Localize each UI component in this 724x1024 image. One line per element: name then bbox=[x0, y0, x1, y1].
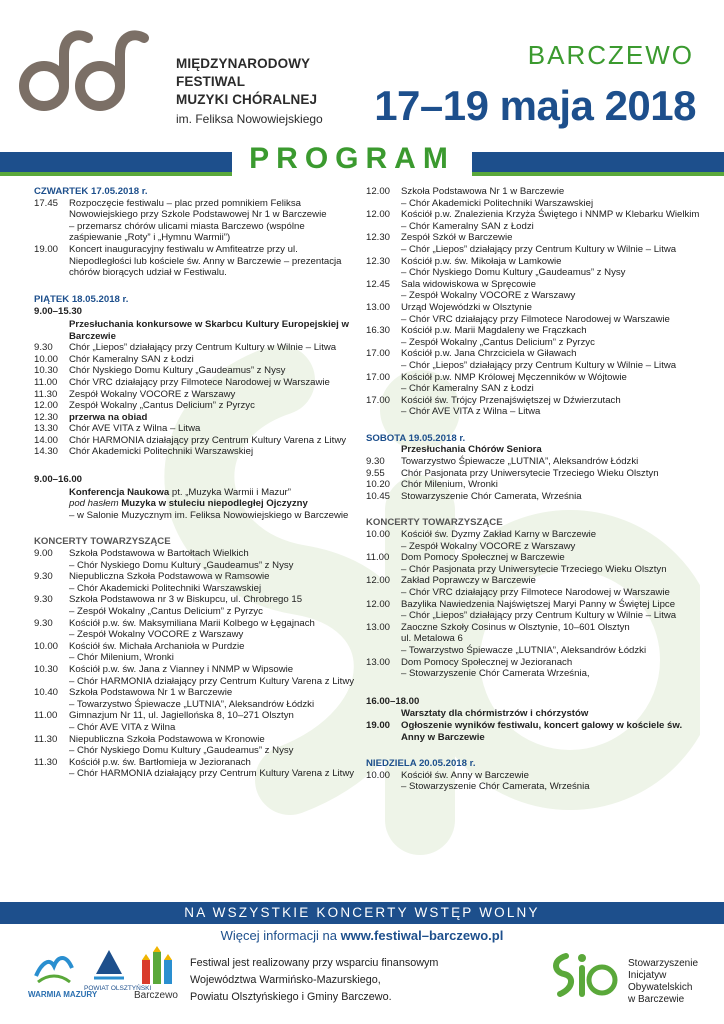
list-item: 9.30 Kościół p.w. św. Maksymiliana Marii Kolbego w Łęgajnach – Zespół Wokalny VOCORE z Warszawy bbox=[34, 617, 315, 641]
program-right-column bbox=[366, 186, 706, 793]
banner-accent-right bbox=[472, 172, 724, 176]
list-item: 12.30 Zespół Szkół w Barczewie – Chór „Liepos” działający przy Centrum Kultury w Wilnie – Litwa bbox=[366, 232, 677, 255]
list-item: 10.00 Kościół św. Michała Archanioła w Purdzie – Chór Milenium, Wronki bbox=[34, 640, 245, 664]
society-name-line: w Barczewie bbox=[628, 994, 685, 1005]
festival-patron: im. Feliksa Nowowiejskiego bbox=[176, 112, 323, 126]
list-item: 14.00 Chór HARMONIA działający przy Centrum Kultury Varena z Litwy bbox=[34, 434, 347, 446]
list-item: 9.30 Szkoła Podstawowa nr 3 w Biskupcu, ul. Chrobrego 15 – Zespół Wokalny „Cantus Delicium” z Pyrzyc bbox=[34, 594, 303, 617]
workshop-title: Warsztaty dla chórmistrzów i chórzystów bbox=[401, 708, 589, 720]
friday-heading: PIĄTEK 18.05.2018 r. bbox=[34, 293, 129, 305]
list-item: 11.30 Zespół Wokalny VOCORE z Warszawy bbox=[34, 388, 236, 400]
free-entry-text: NA WSZYSTKIE KONCERTY WSTĘP WOLNY bbox=[184, 905, 540, 920]
list-item: 11.00 Dom Pomocy Społecznej w Barczewie – Chór Pasjonata przy Uniwersytecie Trzeciego Wieku Olsztyn bbox=[366, 552, 667, 575]
results-item: 19.00 Ogłoszenie wyników festiwalu, koncert galowy w kościele św. Anny w Barczewie bbox=[366, 719, 683, 743]
list-item: 12.30 przerwa na obiad bbox=[34, 411, 148, 423]
concerts-heading: KONCERTY TOWARZYSZĄCE bbox=[34, 536, 171, 548]
auditions-title: Przesłuchania konkursowe w Skarbcu Kultury Europejskiej w Barczewie bbox=[69, 318, 349, 342]
banner-accent-left bbox=[0, 172, 232, 176]
list-item: 12.00 Zespół Wokalny „Cantus Delicium” z Pyrzyc bbox=[34, 400, 255, 412]
list-item: 12.00 Kościół p.w. Znalezienia Krzyża Świętego i NNMP w Klebarku Wielkim – Chór Kameralny SAN z Łodzi bbox=[366, 209, 700, 232]
list-item: 19.00 Koncert inauguracyjny festiwalu w Amfiteatrze przy ul. Niepodległości lub kościele św. Anny w Barczewie – prezentacja chórów biorących udział w Festiwalu. bbox=[34, 243, 342, 279]
list-item: 17.00 Kościół p.w. NMP Królowej Męczenników w Wójtowie – Chór Kameralny SAN z Łodzi bbox=[366, 371, 627, 395]
list-item: 12.00 Szkoła Podstawowa Nr 1 w Barczewie – Chór Akademicki Politechniki Warszawskiej bbox=[366, 186, 594, 209]
conference-line: Konferencja Naukowa pt. „Muzyka Warmii i Mazur” bbox=[69, 486, 291, 498]
list-item: 9.30 Towarzystwo Śpiewacze „LUTNIA”, Aleksandrów Łódzki bbox=[366, 456, 639, 468]
sponsor-line: Festiwal jest realizowany przy wsparciu finansowym bbox=[190, 957, 439, 969]
list-item: 11.00 Gimnazjum Nr 11, ul. Jagiellońska 8, 10–271 Olsztyn – Chór AVE VITA z Wilna bbox=[34, 710, 294, 733]
warmia-mazury-logo-icon bbox=[32, 948, 76, 988]
list-item: 10.45 Stowarzyszenie Chór Camerata, Września bbox=[366, 490, 582, 502]
conference-line: pod hasłem Muzyka w stuleciu niepodległej Ojczyzny bbox=[69, 498, 308, 510]
list-item: 12.45 Sala widowiskowa w Spręcowie – Zespół Wokalny VOCORE z Warszawy bbox=[366, 278, 576, 302]
list-item: 17.00 Kościół św. Trójcy Przenajświętszej w Dźwierzutach – Chór AVE VITA z Wilna – Litwa bbox=[366, 394, 621, 418]
sunday-heading: NIEDZIELA 20.05.2018 r. bbox=[366, 758, 476, 770]
sponsor-line: Województwa Warmińsko-Mazurskiego, bbox=[190, 974, 381, 986]
program-left-column bbox=[34, 186, 360, 780]
senior-auditions-title: Przesłuchania Chórów Seniora bbox=[401, 444, 542, 456]
list-item: 10.40 Szkoła Podstawowa Nr 1 w Barczewie – Towarzystwo Śpiewacze „LUTNIA”, Aleksandrów Łódzki bbox=[34, 687, 315, 710]
list-item: 10.30 Kościół p.w. św. Jana z Vianney i NNMP w Wipsowie – Chór HARMONIA działający przy Centrum Kultury Varena z Litwy bbox=[34, 663, 355, 687]
website-link[interactable]: www.festiwal–barczewo.pl bbox=[340, 928, 504, 943]
list-item: 17.45 Rozpoczęcie festiwalu – plac przed pomnikiem Feliksa Nowowiejskiego przy Szkole Podstawowej Nr 1 w Barczewie bbox=[34, 197, 327, 221]
list-item: 9.30 Chór „Liepos” działający przy Centrum Kultury w Wilnie – Litwa bbox=[34, 342, 337, 354]
festival-name-line2: FESTIWAL bbox=[176, 74, 246, 89]
list-item: 11.30 Kościół p.w. św. Bartłomieja w Jezioranach – Chór HARMONIA działający przy Centrum Kultury Varena z Litwy bbox=[34, 756, 355, 780]
festival-name-line3: MUZYKI CHÓRALNEJ bbox=[176, 92, 318, 107]
list-item: 13.00 Zaoczne Szkoły Cosinus w Olsztynie, 10–601 Olsztyn ul. Metalowa 6 – Towarzystwo Śpiewacze „LUTNIA”, Aleksandrów Łódzki bbox=[366, 621, 647, 656]
time-slot: 9.00–15.30 bbox=[34, 306, 83, 318]
conference-line: – w Salonie Muzycznym im. Feliksa Nowowiejskiego w Barczewie bbox=[69, 509, 349, 521]
time-slot: 9.00–16.00 bbox=[34, 474, 83, 486]
list-item: 9.00 Szkoła Podstawowa w Bartołtach Wielkich – Chór Nyskiego Domu Kultury „Gaudeamus” z Nysy bbox=[34, 548, 294, 571]
banner-bar-left bbox=[0, 152, 232, 172]
list-item: – przemarsz chórów ulicami miasta Barczewo (wspólne zaśpiewanie „Roty” i „Hymnu Warmii”) bbox=[69, 220, 305, 244]
program-title: PROGRAM bbox=[249, 142, 455, 175]
festival-dates: 17–19 maja 2018 bbox=[374, 82, 696, 129]
festival-name-line1: MIĘDZYNARODOWY bbox=[176, 56, 311, 71]
list-item: 10.00 Kościół św. Anny w Barczewie – Stowarzyszenie Chór Camerata, Września bbox=[366, 769, 590, 793]
barczewo-logo-icon bbox=[140, 946, 174, 986]
list-item: 11.00 Chór VRC działający przy Filmotece Narodowej w Warszawie bbox=[34, 376, 330, 388]
workshop-time: 16.00–18.00 bbox=[366, 695, 420, 707]
society-name-line: Stowarzyszenie bbox=[628, 958, 699, 969]
list-item: 16.30 Kościół p.w. Marii Magdaleny we Frączkach – Zespół Wokalny „Cantus Delicium” z Pyrzyc bbox=[366, 325, 595, 348]
society-name-line: Inicjatyw bbox=[628, 970, 667, 981]
festival-logo bbox=[18, 24, 168, 116]
list-item: 13.00 Dom Pomocy Społecznej w Jezioranach – Stowarzyszenie Chór Camerata Września, bbox=[366, 656, 590, 680]
list-item: 13.30 Chór AVE VITA z Wilna – Litwa bbox=[34, 423, 201, 435]
saturday-heading: SOBOTA 19.05.2018 r. bbox=[366, 432, 466, 444]
list-item: 12.30 Kościół p.w. św. Mikołaja w Lamkowie – Chór Nyskiego Domu Kultury „Gaudeamus” z Nysy bbox=[366, 255, 626, 279]
list-item: 10.30 Chór Nyskiego Domu Kultury „Gaudeamus” z Nysy bbox=[34, 365, 286, 377]
sponsor-line: Powiatu Olsztyńskiego i Gminy Barczewo. bbox=[190, 991, 392, 1003]
list-item: 17.00 Kościół p.w. Jana Chrzciciela w Giławach – Chór „Liepos” działający przy Centrum Kultury w Wilnie – Litwa bbox=[366, 348, 677, 371]
banner-bar-right bbox=[472, 152, 724, 172]
list-item: 10.00 Kościół św. Dyzmy Zakład Karny w Barczewie – Zespół Wokalny VOCORE z Warszawy bbox=[366, 529, 597, 552]
list-item: 13.00 Urząd Wojewódzki w Olsztynie – Chór VRC działający przy Filmotece Narodowej w Warszawie bbox=[366, 301, 670, 325]
list-item: 12.00 Bazylika Nawiedzenia Najświętszej Maryi Panny w Świętej Lipce – Chór „Liepos” działający przy Centrum Kultury w Wilnie – Litwa bbox=[366, 598, 677, 622]
list-item: 9.55 Chór Pasjonata przy Uniwersytecie Trzeciego Wieku Olsztyn bbox=[366, 467, 659, 479]
saturday-concerts-heading: KONCERTY TOWARZYSZĄCE bbox=[366, 517, 503, 529]
powiat-logo-icon bbox=[90, 946, 128, 984]
list-item: 9.30 Niepubliczna Szkoła Podstawowa w Ramsowie – Chór Akademicki Politechniki Warszawskiej bbox=[34, 571, 270, 594]
list-item: 14.30 Chór Akademicki Politechniki Warszawskiej bbox=[34, 446, 254, 458]
list-item: 10.00 Chór Kameralny SAN z Łodzi bbox=[34, 353, 194, 365]
list-item: 11.30 Niepubliczna Szkoła Podstawowa w Kronowie – Chór Nyskiego Domu Kultury „Gaudeamus” z Nysy bbox=[34, 733, 294, 757]
city-name: BARCZEWO bbox=[527, 40, 694, 70]
more-info-line: Więcej informacji na www.festiwal–barczewo.pl bbox=[220, 928, 504, 943]
barczewo-caption: Barczewo bbox=[134, 990, 178, 1001]
society-name-line: Obywatelskich bbox=[628, 982, 693, 993]
thursday-heading: CZWARTEK 17.05.2018 r. bbox=[34, 186, 148, 197]
powiat-caption: POWIAT OLSZTYŃSKI bbox=[84, 985, 152, 992]
list-item: 12.00 Zakład Poprawczy w Barczewie – Chór VRC działający przy Filmotece Narodowej w Warszawie bbox=[366, 575, 670, 598]
warmia-mazury-caption: WARMIA MAZURY bbox=[28, 990, 98, 999]
list-item: 10.20 Chór Milenium, Wronki bbox=[366, 479, 498, 491]
society-logo-icon bbox=[548, 948, 620, 1000]
